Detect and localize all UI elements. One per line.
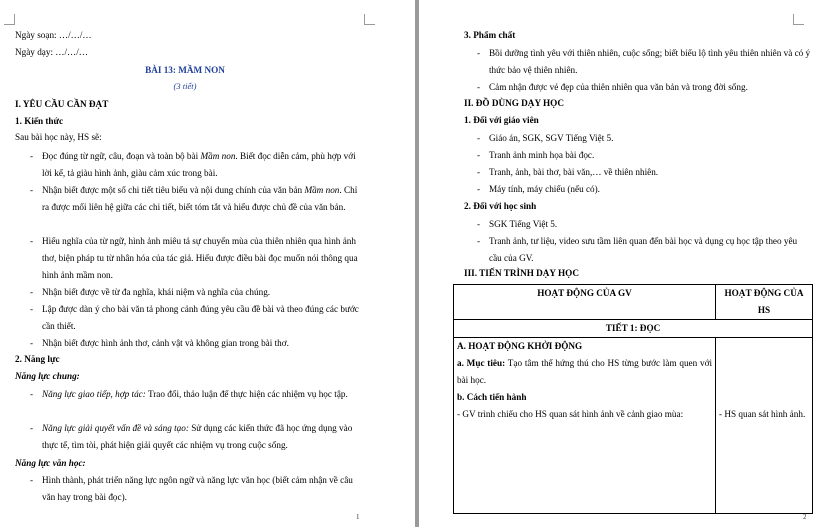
gv-cell xyxy=(454,338,716,514)
literary-ability-item: - Hình thành, phát triển năng lực ngôn ngữ và năng lực văn học (biết cảm nhận về câu văn hay trong bài đọc). xyxy=(42,472,360,506)
table-header-row xyxy=(454,285,813,320)
section-heading: III. TIẾN TRÌNH DẠY HỌC xyxy=(464,268,579,278)
quality-item: - Cảm nhận được vẻ đẹp của thiên nhiên qua văn bản và trong đời sống. xyxy=(489,79,811,96)
header-hs: HOẠT ĐỘNG CỦA HS xyxy=(716,285,813,320)
knowledge-item: - Nhận biết được một số chi tiết tiêu biểu và nội dung chính của văn bản Mầm non. Chỉ ra được mối liên hệ giữa các chi tiết, biết tóm tắt và hiểu được chủ đề của văn bản. xyxy=(42,182,360,216)
subsection-heading: 1. Kiến thức xyxy=(15,116,64,126)
subsection-heading: 2. Đối với học sinh xyxy=(464,201,537,211)
goal-paragraph: a. Mục tiêu: Tạo tâm thế hứng thú cho HS từng bước làm quen với bài học. xyxy=(457,358,713,385)
knowledge-item: - Đọc đúng từ ngữ, câu, đoạn và toàn bộ bài Mầm non. Biết đọc diễn cảm, phù hợp với lời kể, tả giàu hình ảnh, giàu cảm xúc trong bài. xyxy=(42,148,360,182)
general-ability-item: - Năng lực giải quyết vấn đề và sáng tạo: Sử dụng các kiến thức đã học ứng dụng vào thực tế, tìm tòi, phát hiện giải quyết các nhiệm vụ trong cuộc sống. xyxy=(42,420,360,454)
student-item: - Tranh ảnh, tư liệu, video sưu tầm liên quan đến bài học và dụng cụ học tập theo yêu cầu của GV. xyxy=(489,233,811,267)
general-ability-item: - Năng lực giao tiếp, hợp tác: Trao đổi, thảo luận để thực hiện các nhiệm vụ học tập. xyxy=(42,386,360,403)
document-page-1 xyxy=(0,0,415,527)
lesson-title: BÀI 13: MẦM NON xyxy=(145,65,225,75)
table-row xyxy=(454,320,813,338)
knowledge-item: - Hiểu nghĩa của từ ngữ, hình ảnh miêu tả sự chuyển mùa của thiên nhiên qua hình ảnh thơ, biện pháp tu từ nhân hóa của tác giả. Hiểu được điều bài đọc muốn nói thông qua hình ảnh mầm non. xyxy=(42,233,360,284)
period-row: TIẾT 1: ĐỌC xyxy=(454,320,813,338)
activity-heading: A. HOẠT ĐỘNG KHỞI ĐỘNG xyxy=(457,341,583,351)
knowledge-item: - Nhận biết được hình ảnh thơ, cảnh vật và không gian trong bài thơ. xyxy=(42,335,360,352)
table-row xyxy=(454,338,813,514)
lesson-periods: (3 tiết) xyxy=(173,81,197,91)
crop-mark xyxy=(4,14,15,25)
literary-ability-heading: Năng lực văn học: xyxy=(15,458,86,468)
general-ability-heading: Năng lực chung: xyxy=(15,371,80,381)
hs-cell xyxy=(716,338,813,514)
subsection-heading: 3. Phẩm chất xyxy=(464,30,516,40)
teacher-item: - Giáo án, SGK, SGV Tiếng Việt 5. xyxy=(489,130,811,147)
teacher-item: - Máy tính, máy chiếu (nếu có). xyxy=(489,181,811,198)
knowledge-item: - Lập được dàn ý cho bài văn tả phong cảnh đúng yêu cầu đề bài và theo đúng các bước cần thiết. xyxy=(42,301,360,335)
prep-date: Ngày soạn: …/…/… xyxy=(15,30,92,40)
teacher-item: - Tranh ảnh minh họa bài đọc. xyxy=(489,147,811,164)
section-heading: II. ĐỒ DÙNG DẠY HỌC xyxy=(464,98,564,108)
page-number: 2 xyxy=(803,513,807,521)
header-gv: HOẠT ĐỘNG CỦA GV xyxy=(454,285,716,320)
section-heading: I. YÊU CẦU CẦN ĐẠT xyxy=(15,99,109,109)
teach-date: Ngày dạy: …/…/… xyxy=(15,47,88,57)
document-page-2 xyxy=(419,0,834,527)
gv-step: - GV trình chiếu cho HS quan sát hình ảnh về cảnh giao mùa: xyxy=(457,409,684,419)
knowledge-intro: Sau bài học này, HS sẽ: xyxy=(15,132,102,142)
quality-item: - Bồi dưỡng tình yêu với thiên nhiên, cuộc sống; biết biểu lộ tình yêu thiên nhiên và có ý thức bảo vệ thiên nhiên. xyxy=(489,45,811,79)
method-heading: b. Cách tiến hành xyxy=(457,392,527,402)
subsection-heading: 2. Năng lực xyxy=(15,354,60,364)
crop-mark xyxy=(793,14,804,25)
student-item: - SGK Tiếng Việt 5. xyxy=(489,216,811,233)
teacher-item: - Tranh, ảnh, bài thơ, bài văn,… về thiên nhiên. xyxy=(489,164,811,181)
lesson-plan-table xyxy=(453,284,813,514)
knowledge-item: - Nhận biết được về từ đa nghĩa, khái niệm và nghĩa của chúng. xyxy=(42,284,360,301)
page-number: 1 xyxy=(356,513,360,521)
crop-mark xyxy=(364,14,375,25)
subsection-heading: 1. Đối với giáo viên xyxy=(464,115,539,125)
hs-step: - HS quan sát hình ảnh. xyxy=(719,409,806,419)
